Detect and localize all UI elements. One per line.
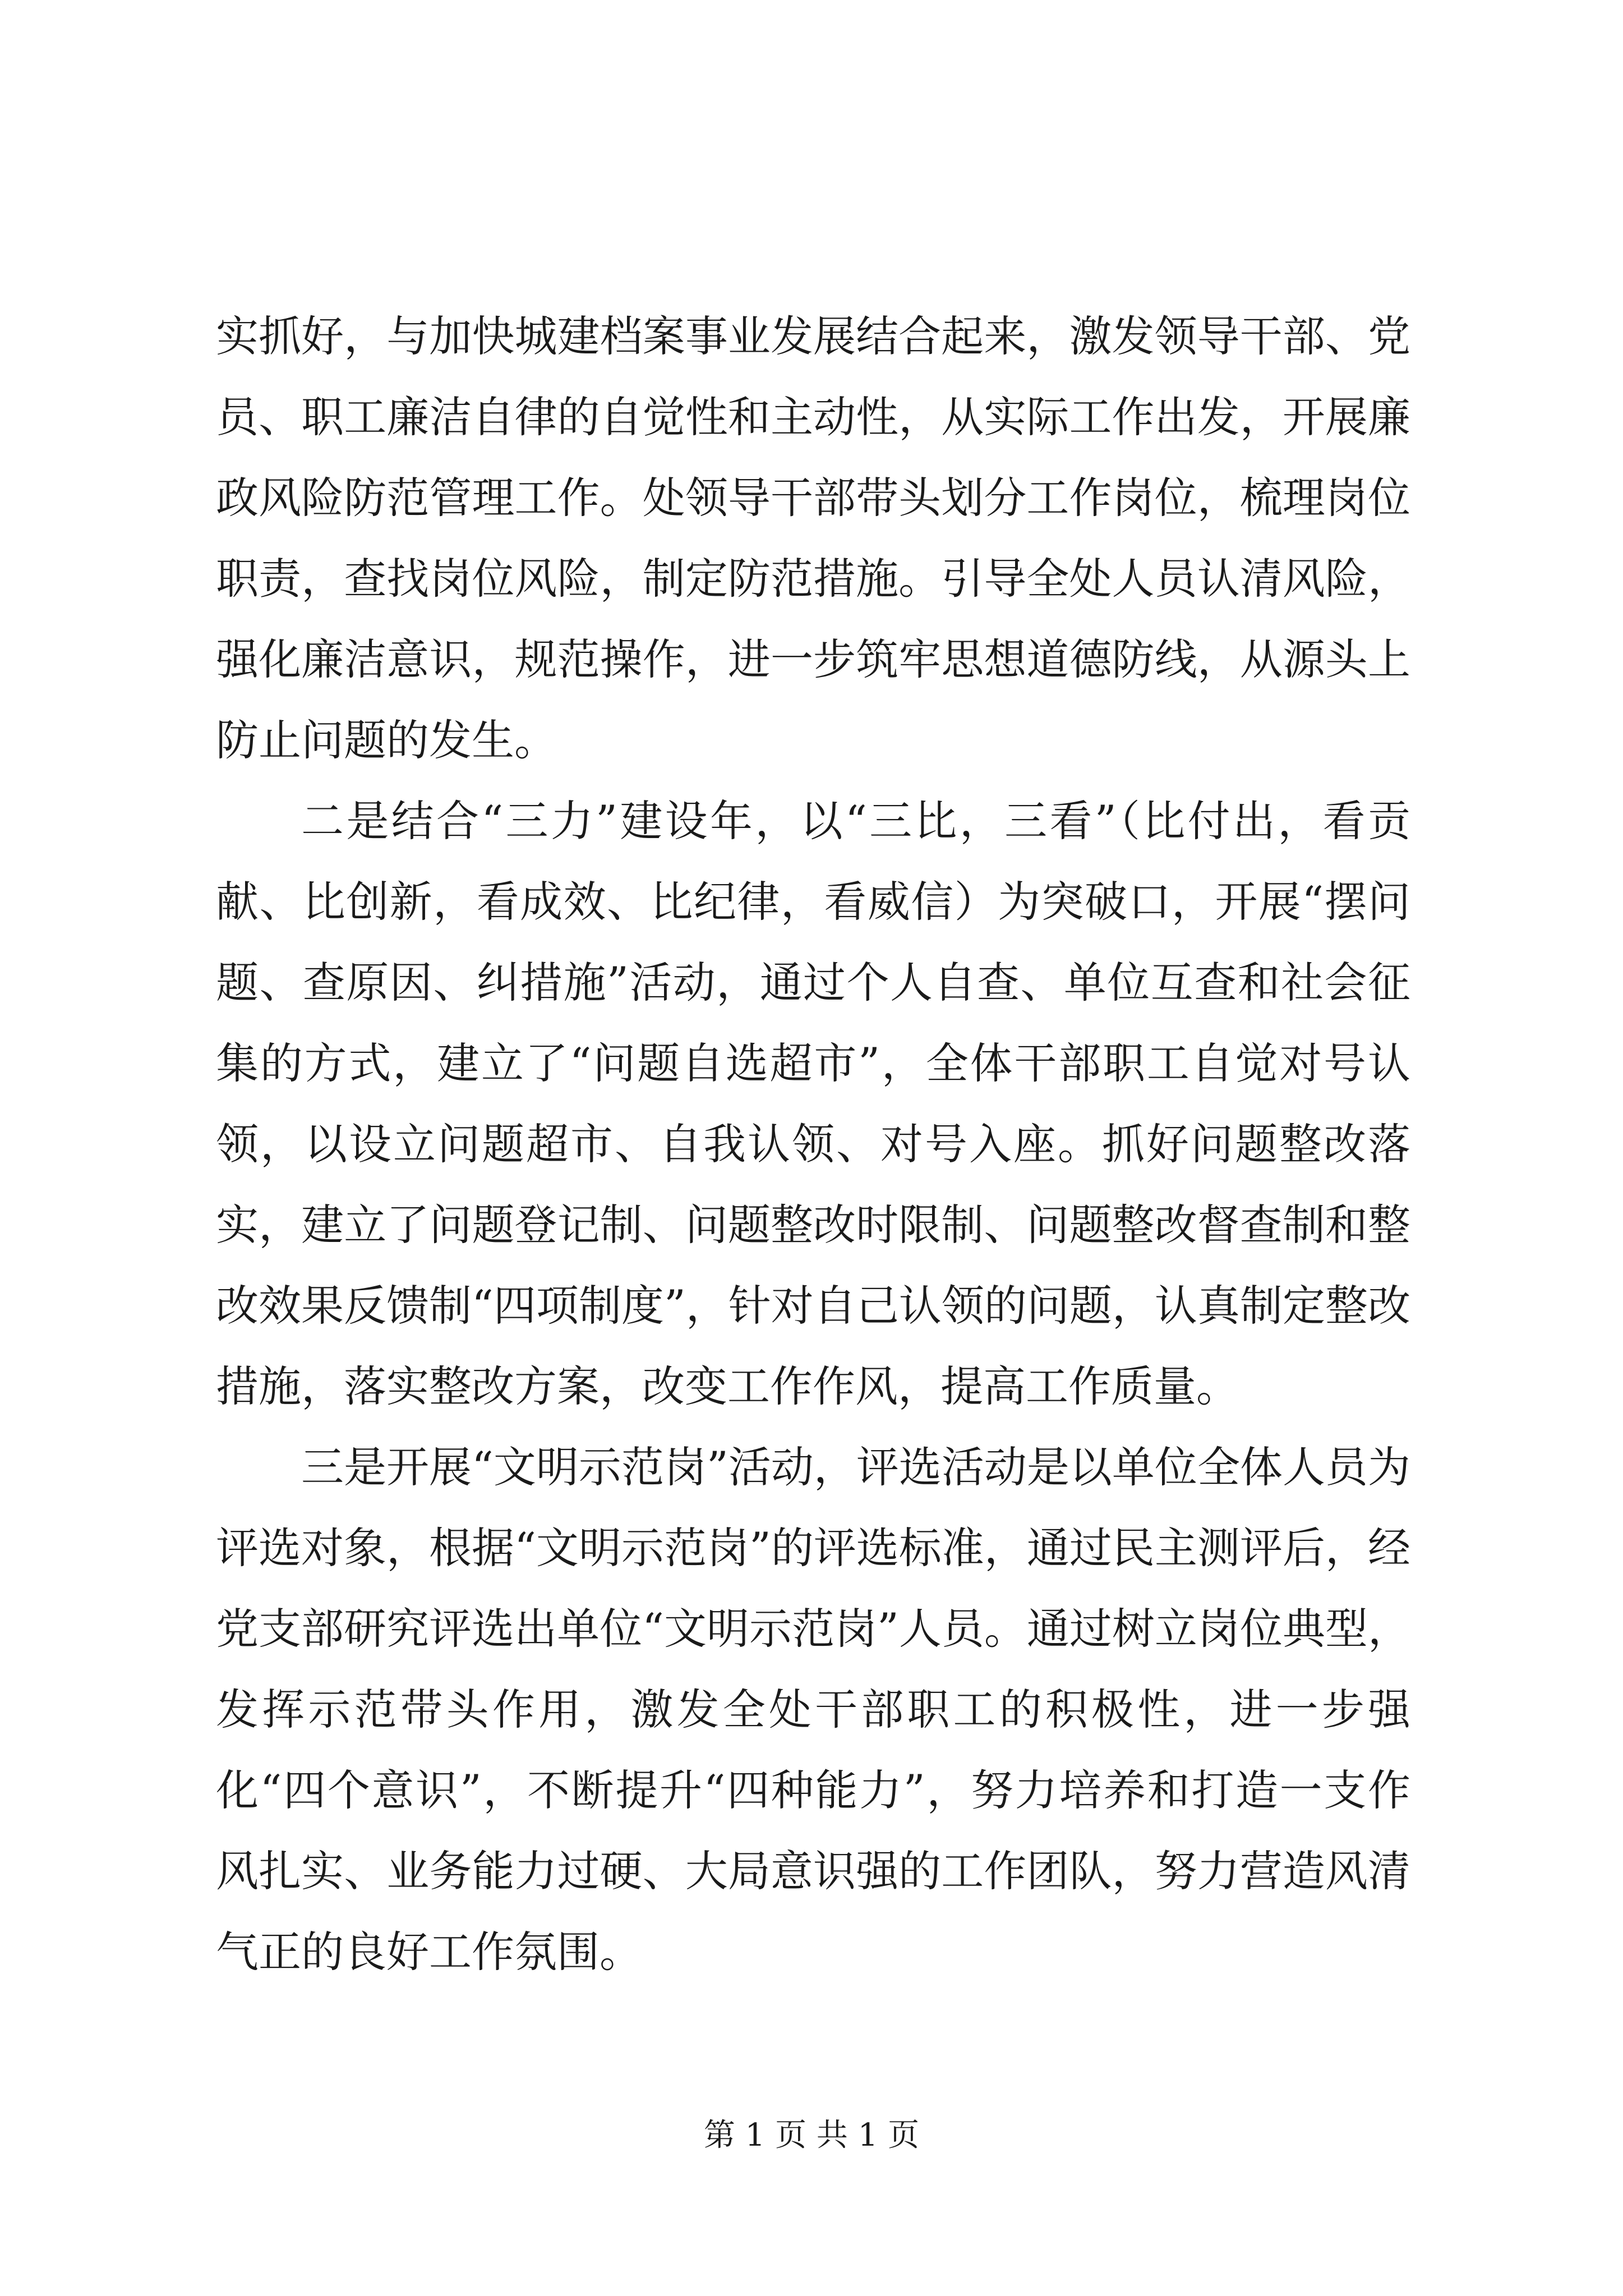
page-number-label: 第 1 页 共 1 页 bbox=[703, 2117, 920, 2154]
page-footer bbox=[0, 2116, 1623, 2155]
paragraph-1: 实抓好，与加快城建档案事业发展结合起来，激发领导干部、党员、职工廉洁自律的自觉性和主动性，从实际工作出发，开展廉政风险防范管理工作。处领导干部带头划分工作岗位，梳理岗位职责，查找岗位风险，制定防范措施。引导全处人员认清风险，强化廉洁意识，规范操作，进一步筑牢思想道德防线，从源头上防止问题的发生。 bbox=[216, 311, 1410, 765]
paragraph-2: 二是结合“三力”建设年，以“三比，三看”（比付出，看贡献、比创新，看成效、比纪律，看威信）为突破口，开展“摆问题、查原因、纠措施”活动，通过个人自查、单位互查和社会征集的方式，建立了“问题自选超市”，全体干部职工自觉对号认领，以设立问题超市、自我认领、对号入座。抓好问题整改落实，建立了问题登记制、问题整改时限制、问题整改督查制和整改效果反馈制“四项制度”，针对自己认领的问题，认真制定整改措施，落实整改方案，改变工作作风，提高工作质量。 bbox=[216, 796, 1410, 1411]
paragraph-3: 三是开展“文明示范岗”活动，评选活动是以单位全体人员为评选对象，根据“文明示范岗”的评选标准，通过民主测评后，经党支部研究评选出单位“文明示范岗”人员。通过树立岗位典型，发挥示范带头作用，激发全处干部职工的积极性，进一步强化“四个意识”，不断提升“四种能力”，努力培养和打造一支作风扎实、业务能力过硬、大局意识强的工作团队，努力营造风清气正的良好工作氛围。 bbox=[216, 1442, 1410, 1977]
document-body bbox=[216, 296, 1410, 1993]
